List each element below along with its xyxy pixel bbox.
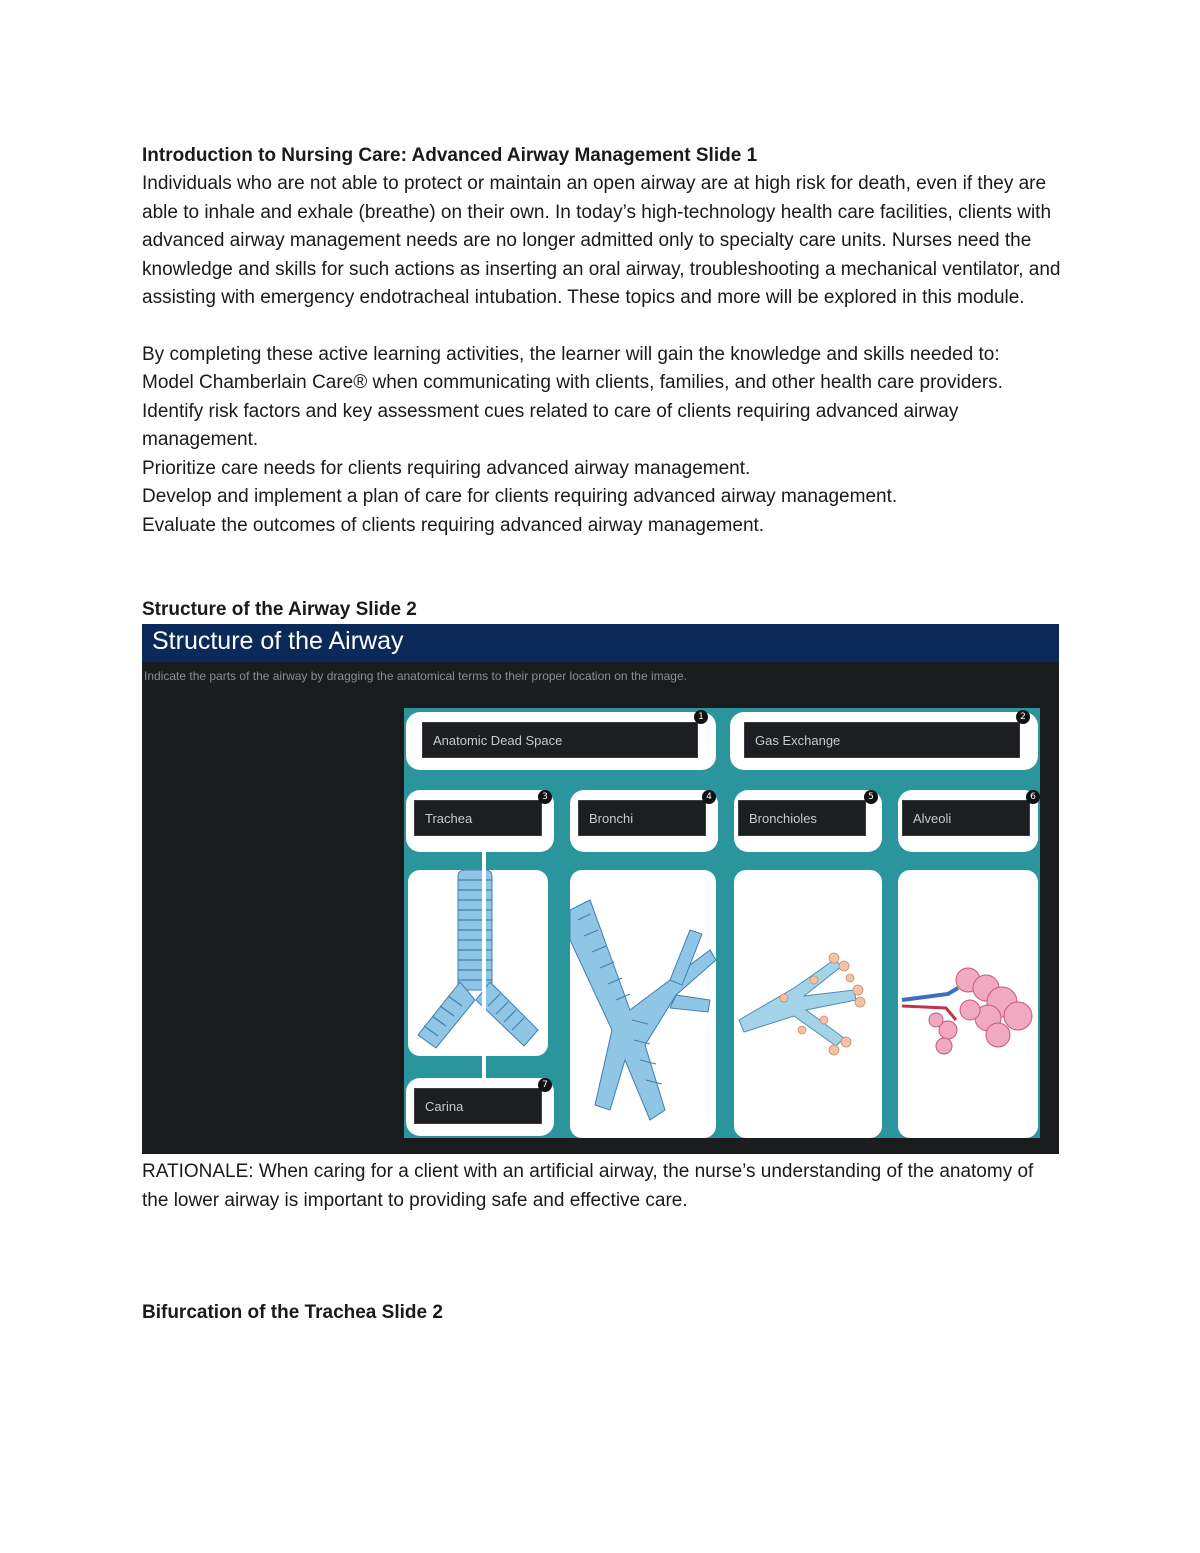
alveoli-image-card — [898, 870, 1038, 1138]
label-text: Trachea — [425, 810, 473, 826]
section-heading-bifurcation: Bifurcation of the Trachea Slide 2 — [142, 1302, 443, 1323]
label-number-badge: 1 — [694, 710, 708, 724]
trachea-image-card — [408, 870, 548, 1056]
slide-instruction: Indicate the parts of the airway by dragging the anatomical terms to their proper location on the image. — [144, 669, 687, 683]
label-text: Bronchi — [589, 810, 634, 826]
label-text: Anatomic Dead Space — [433, 732, 563, 748]
label-text: Alveoli — [913, 810, 952, 826]
airway-slide-image — [142, 624, 1059, 1154]
label-trachea[interactable] — [414, 800, 542, 836]
label-bronchi[interactable] — [578, 800, 706, 836]
rationale-paragraph: RATIONALE: When caring for a client with an artificial airway, the nurse’s understanding of the anatomy of the lower airway is important to providing safe and effective care. — [142, 1161, 1034, 1211]
label-bronchioles[interactable] — [738, 800, 866, 836]
carina-connector — [482, 852, 486, 1082]
document-page — [142, 142, 1062, 1327]
trachea-illustration — [408, 870, 548, 1056]
bronchi-illustration — [570, 870, 716, 1138]
label-carina[interactable] — [414, 1088, 542, 1124]
label-text: Carina — [425, 1098, 464, 1114]
label-anatomic-dead-space[interactable] — [422, 722, 698, 758]
label-alveoli[interactable] — [902, 800, 1030, 836]
objectives-lead: By completing these active learning activities, the learner will gain the knowledge and skills needed to: — [142, 343, 1000, 365]
label-text: Gas Exchange — [755, 732, 841, 748]
objective-item: Model Chamberlain Care® when communicating with clients, families, and other health care providers. — [142, 372, 1003, 393]
objective-item: Identify risk factors and key assessment cues related to care of clients requiring advanced airway management. — [142, 400, 959, 450]
airway-diagram-board — [404, 708, 1040, 1138]
objective-item: Prioritize care needs for clients requiring advanced airway management. — [142, 457, 751, 479]
label-number-badge: 5 — [864, 790, 878, 804]
label-number-badge: 2 — [1016, 710, 1030, 724]
bronchioles-image-card — [734, 870, 882, 1138]
label-number-badge: 7 — [538, 1078, 552, 1092]
label-number-badge: 4 — [702, 790, 716, 804]
intro-paragraph: Individuals who are not able to protect or maintain an open airway are at high risk for death, even if they are able to inhale and exhale (breathe) on their own. In today’s high-technology health care facilities, clients with advanced airway management needs are no longer admitted only to specialty care units. Nurses need the knowledge and skills for such actions as inserting an oral airway, troubleshooting a mechanical ventilator, and assisting with emergency endotracheal intubation. These topics and more will be explored in this module. — [142, 173, 1061, 308]
label-text: Bronchioles — [749, 810, 817, 826]
bronchi-image-card — [570, 870, 716, 1138]
objective-item: Evaluate the outcomes of clients requiring advanced airway management. — [142, 514, 765, 536]
label-gas-exchange[interactable] — [744, 722, 1020, 758]
alveoli-illustration — [898, 870, 1038, 1138]
slide-title-bar — [142, 624, 1059, 662]
objective-item: Develop and implement a plan of care for clients requiring advanced airway management. — [142, 486, 898, 507]
section-heading-structure: Structure of the Airway Slide 2 — [142, 599, 417, 620]
label-number-badge: 6 — [1026, 790, 1040, 804]
section-heading-intro: Introduction to Nursing Care: Advanced Airway Management Slide 1 — [142, 145, 758, 166]
bronchioles-illustration — [734, 870, 882, 1138]
slide-title: Structure of the Airway — [152, 627, 404, 655]
label-number-badge: 3 — [538, 790, 552, 804]
